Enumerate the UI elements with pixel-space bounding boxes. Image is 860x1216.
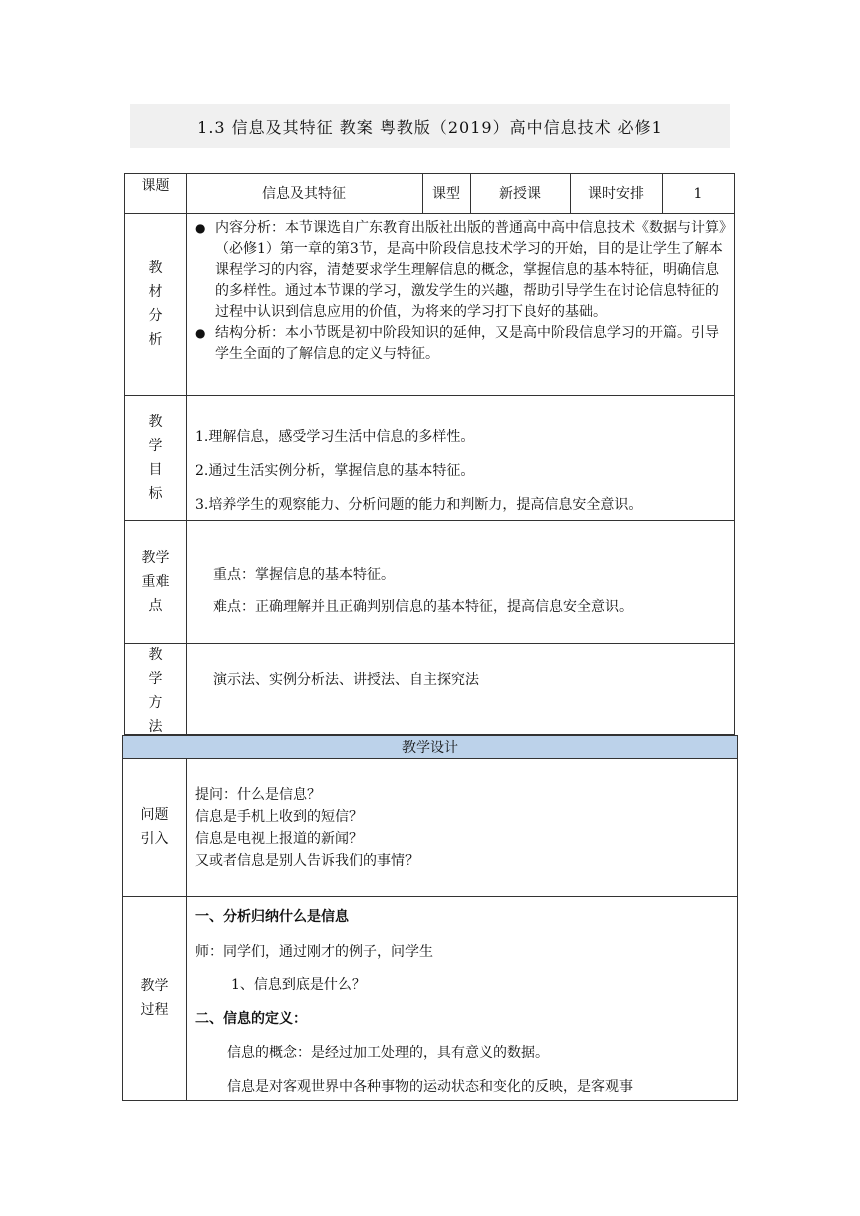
- process-label: 教学 过程: [140, 978, 169, 1018]
- objectives-label: 教 学 目 标: [148, 414, 163, 502]
- intro-line: 信息是手机上收到的短信？: [195, 809, 363, 825]
- topic-value: 信息及其特征: [262, 185, 346, 202]
- information-reflection: 信息是对客观世界中各种事物的运动状态和变化的反映，是客观事: [227, 1079, 633, 1095]
- teaching-design-header: 教学设计: [122, 735, 738, 759]
- objective-item: 2.通过生活实例分析，掌握信息的基本特征。: [195, 463, 475, 479]
- intro-line: 信息是电视上报道的新闻？: [195, 831, 363, 847]
- objective-item: 1.理解信息，感受学习生活中信息的多样性。: [195, 429, 475, 445]
- hours-label: 课时安排: [588, 185, 644, 202]
- type-label: 课型: [432, 185, 460, 202]
- objective-item: 3.培养学生的观察能力、分析问题的能力和判断力，提高信息安全意识。: [195, 497, 643, 513]
- content-analysis-item: ● 内容分析：本节课选自广东教育出版社出版的普通高中高中信息技术《数据与计算》（必修1）第一章的第3节，是高中阶段信息技术学习的开始，目的是让学生了解本课程学习的内容，清楚要求学生理解信息的概念，掌握信息的基本特征，明确信息的多样性。通过本节课的学习，激发学生的兴趣，帮助引导学生在讨论信息特征的过程中认识到信息应用的价值，为将来的学习打下良好的基础。: [195, 218, 731, 323]
- key-points-label: 教学 重难 点: [141, 549, 170, 614]
- teaching-design-table: [122, 758, 738, 1101]
- teacher-line: 师：同学们，通过刚才的例子，问学生: [195, 944, 433, 960]
- intro-label: 问题 引入: [140, 807, 169, 847]
- bullet-icon: ●: [195, 326, 206, 340]
- intro-line: 又或者信息是别人告诉我们的事情？: [195, 853, 419, 869]
- type-value: 新授课: [499, 185, 541, 202]
- bullet-icon: ●: [195, 221, 206, 235]
- material-analysis-label: 教 材 分 析: [148, 260, 163, 348]
- question-1: 1、信息到底是什么？: [231, 977, 366, 993]
- process-heading-2: 二、信息的定义：: [195, 1011, 307, 1027]
- topic-label: 课题: [141, 178, 170, 194]
- process-heading-1: 一、分析归纳什么是信息: [195, 909, 349, 925]
- document-title: 1.3 信息及其特征 教案 粤教版（2019）高中信息技术 必修1: [130, 104, 730, 148]
- material-analysis-content: [195, 218, 731, 365]
- methods-text: 演示法、实例分析法、讲授法、自主探究法: [213, 672, 479, 688]
- information-concept: 信息的概念：是经过加工处理的，具有意义的数据。: [227, 1045, 549, 1061]
- methods-label: 教 学 方 法: [148, 647, 163, 735]
- intro-line: 提问：什么是信息？: [195, 787, 321, 803]
- difficult-point: 难点：正确理解并且正确判别信息的基本特征，提高信息安全意识。: [213, 599, 633, 615]
- lesson-info-table: [124, 173, 735, 735]
- intro-questions: [195, 784, 725, 872]
- hours-value: 1: [693, 185, 703, 202]
- key-point: 重点：掌握信息的基本特征。: [213, 567, 395, 583]
- structure-analysis-item: ● 结构分析：本小节既是初中阶段知识的延伸，又是高中阶段信息学习的开篇。引导学生全面的了解信息的定义与特征。: [195, 323, 731, 365]
